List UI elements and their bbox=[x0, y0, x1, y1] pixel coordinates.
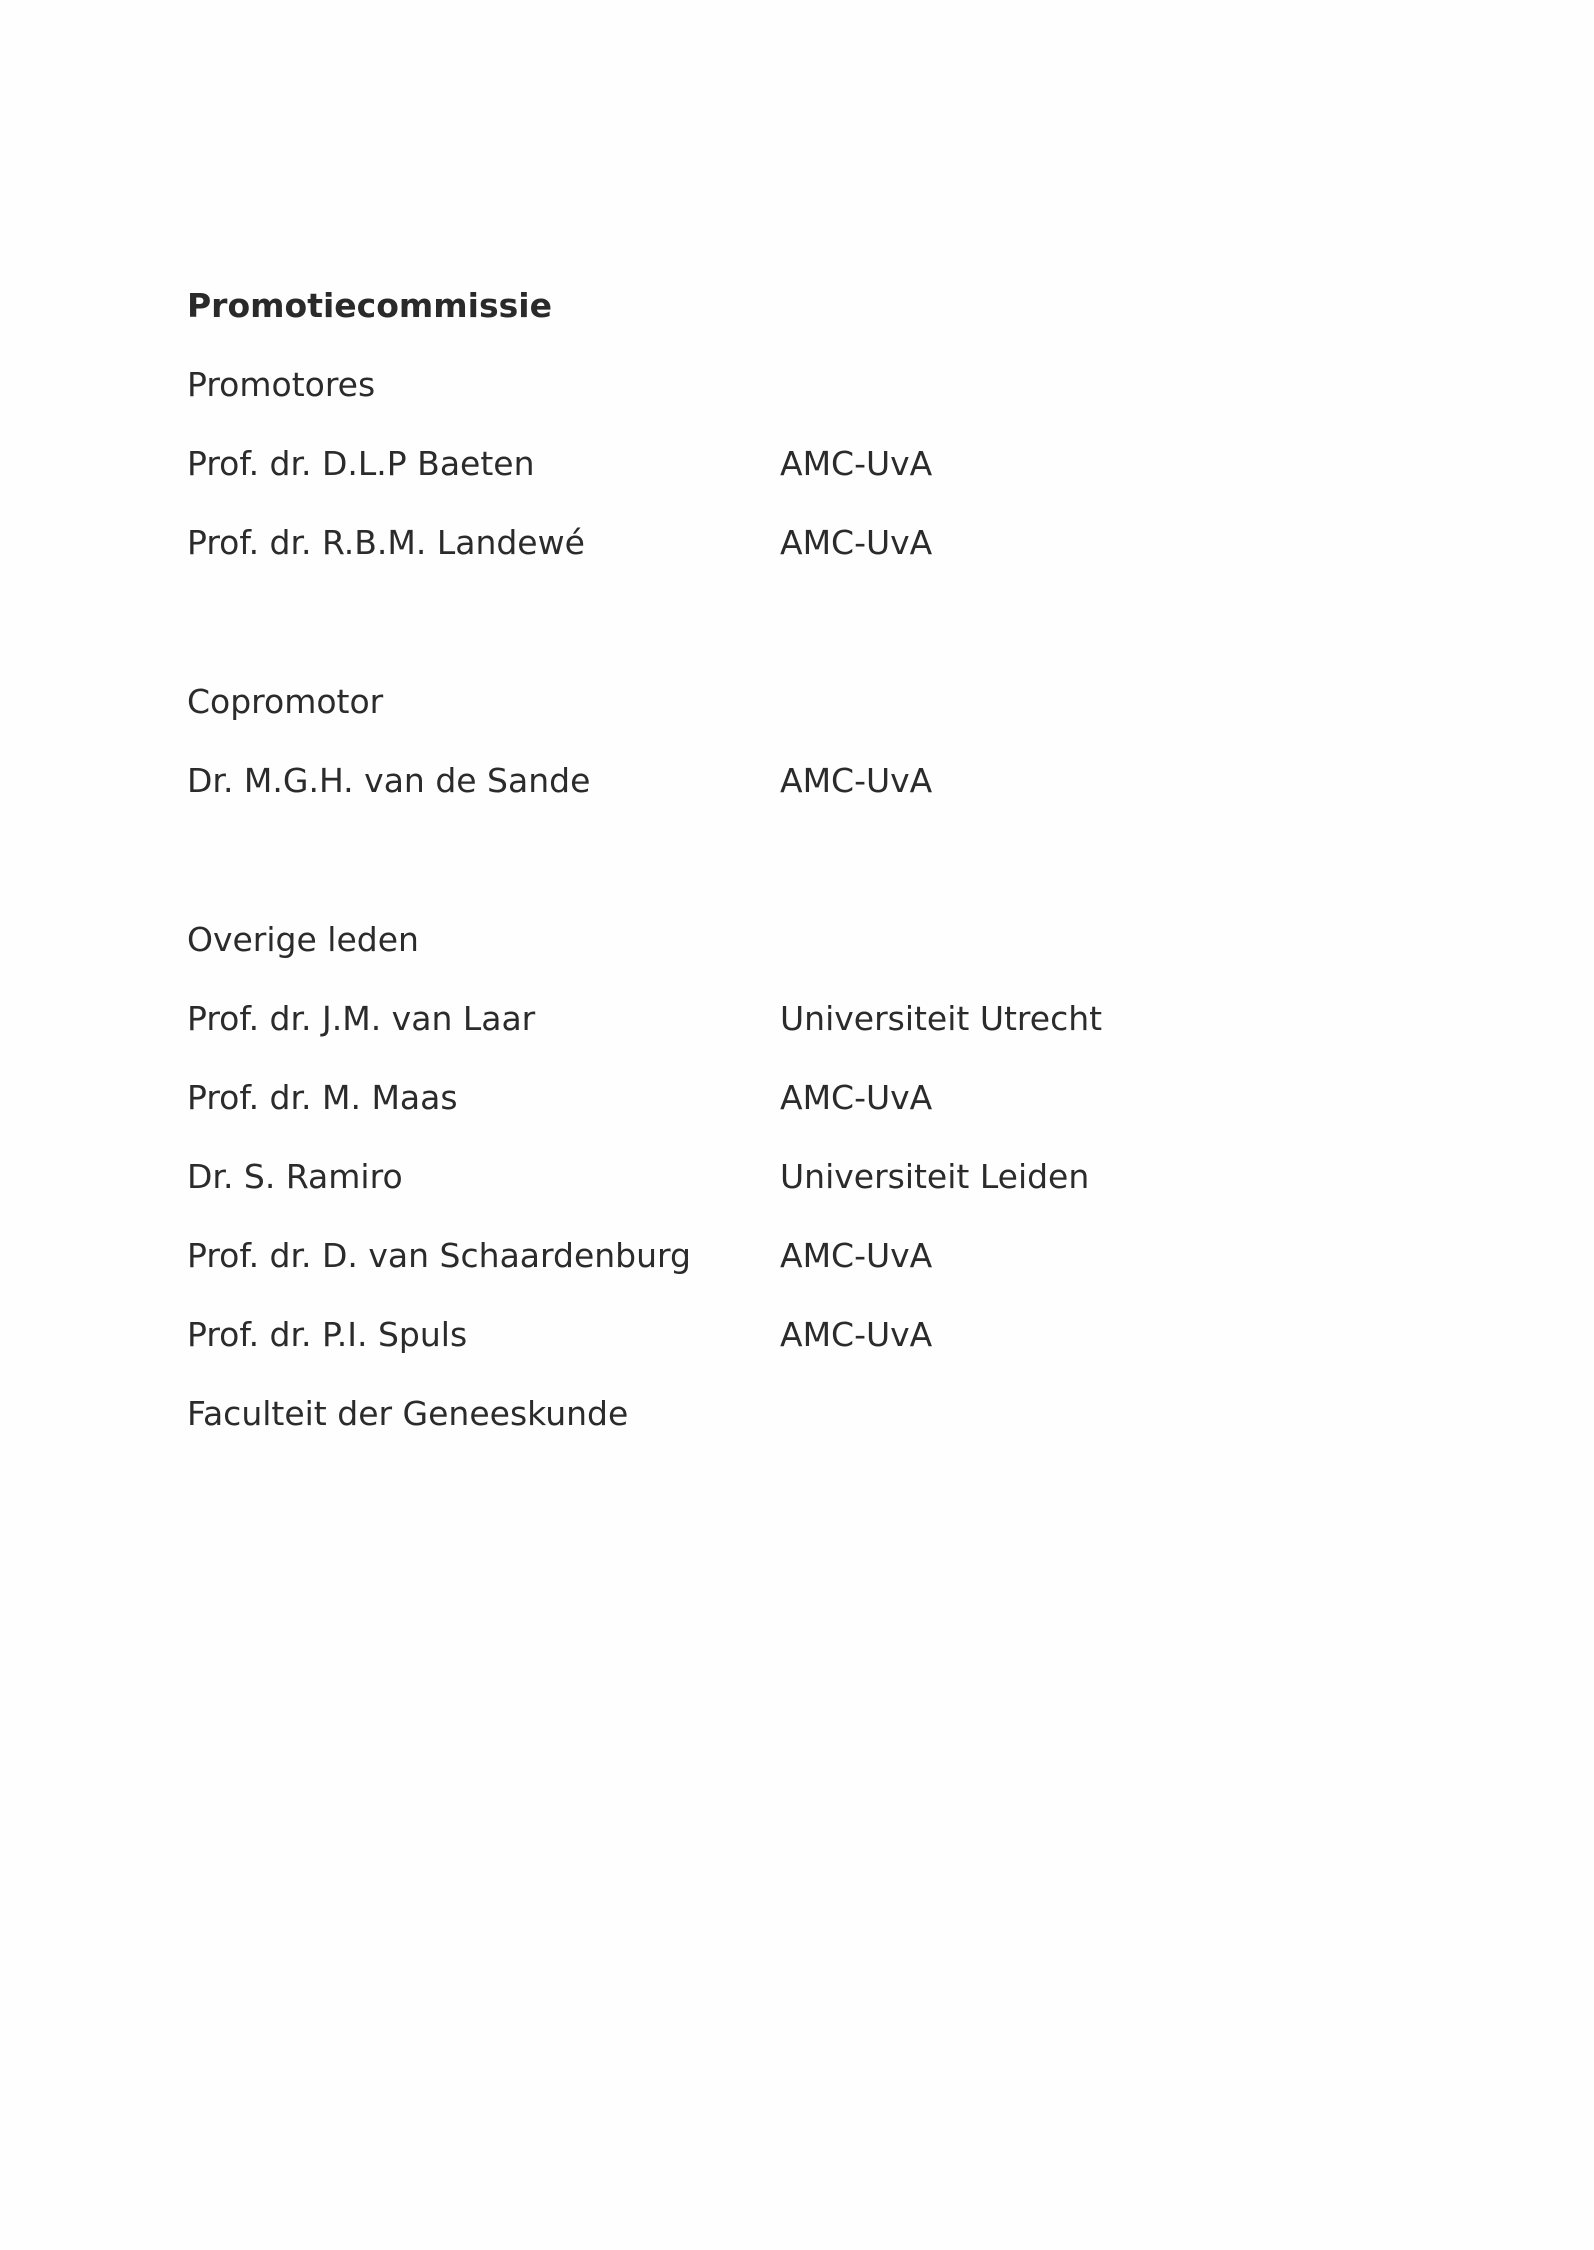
member-name: Prof. dr. P.I. Spuls bbox=[187, 1315, 468, 1354]
faculty-line: Faculteit der Geneeskunde bbox=[187, 1394, 629, 1433]
member-row bbox=[187, 757, 1387, 805]
member-row bbox=[187, 440, 1387, 488]
member-name: Prof. dr. R.B.M. Landewé bbox=[187, 523, 585, 562]
group-label-promotores: Promotores bbox=[187, 365, 376, 404]
member-name: Dr. S. Ramiro bbox=[187, 1157, 403, 1196]
member-row bbox=[187, 995, 1387, 1043]
member-name: Prof. dr. D.L.P Baeten bbox=[187, 444, 535, 483]
member-affiliation: AMC-UvA bbox=[780, 444, 933, 483]
member-row bbox=[187, 1232, 1387, 1280]
member-name: Prof. dr. M. Maas bbox=[187, 1078, 458, 1117]
group-label-overige-leden: Overige leden bbox=[187, 920, 419, 959]
section-heading: Promotiecommissie bbox=[187, 286, 552, 325]
member-affiliation: AMC-UvA bbox=[780, 523, 933, 562]
member-name: Dr. M.G.H. van de Sande bbox=[187, 761, 591, 800]
member-affiliation: AMC-UvA bbox=[780, 761, 933, 800]
member-affiliation: AMC-UvA bbox=[780, 1315, 933, 1354]
member-name: Prof. dr. D. van Schaardenburg bbox=[187, 1236, 691, 1275]
member-affiliation: Universiteit Utrecht bbox=[780, 999, 1103, 1038]
member-affiliation: AMC-UvA bbox=[780, 1236, 933, 1275]
member-row bbox=[187, 1074, 1387, 1122]
member-affiliation: Universiteit Leiden bbox=[780, 1157, 1090, 1196]
member-affiliation: AMC-UvA bbox=[780, 1078, 933, 1117]
member-row bbox=[187, 1153, 1387, 1201]
group-label-copromotor: Copromotor bbox=[187, 682, 384, 721]
member-row bbox=[187, 1311, 1387, 1359]
member-name: Prof. dr. J.M. van Laar bbox=[187, 999, 536, 1038]
member-row bbox=[187, 519, 1387, 567]
